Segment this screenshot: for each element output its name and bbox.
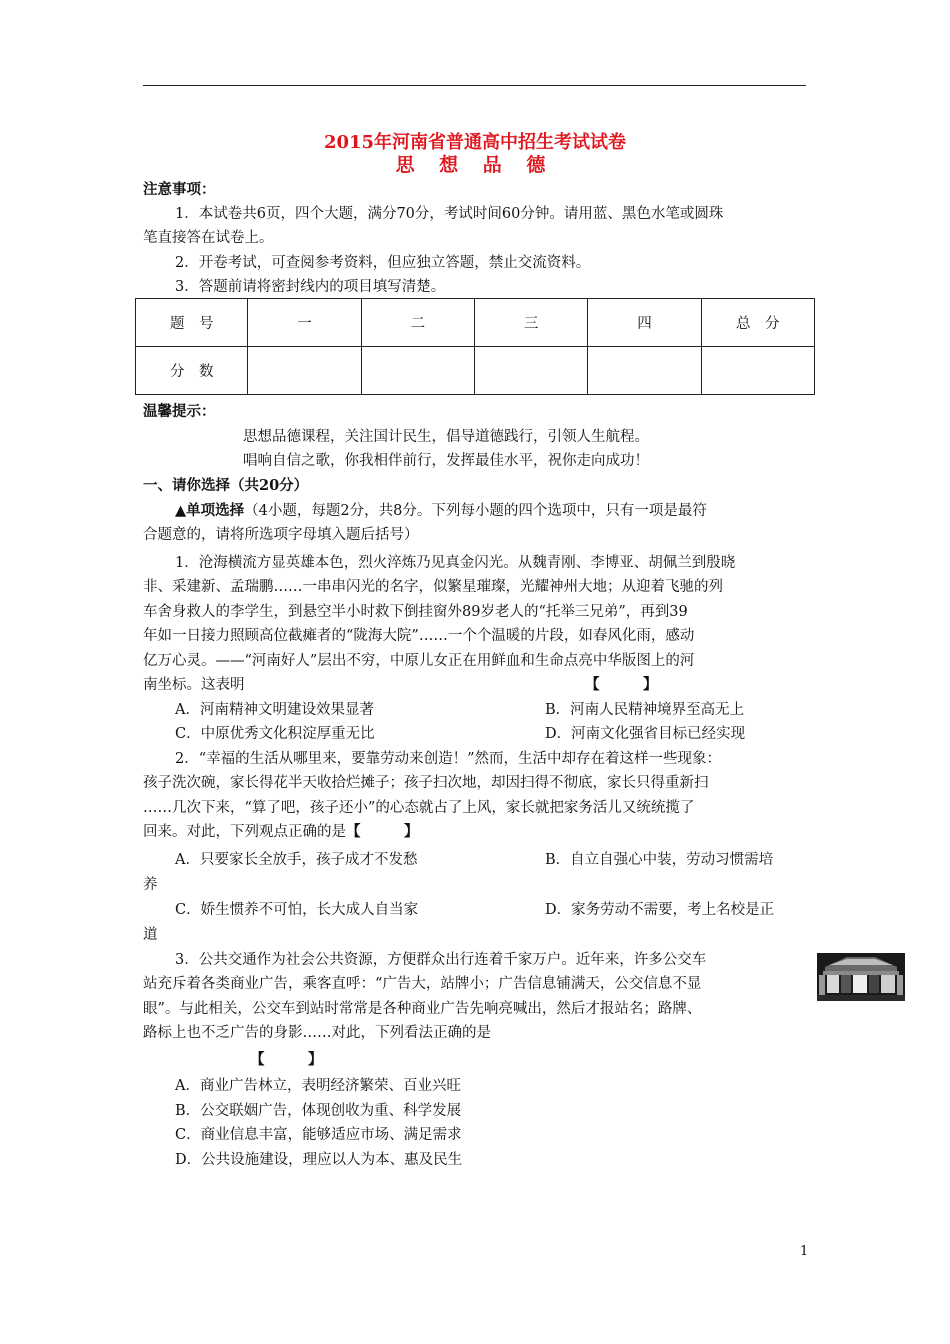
header-cell-total: 总 分 (701, 299, 814, 347)
q1-option-a[interactable]: A．河南精神文明建设效果显著 (175, 702, 374, 718)
notice-heading: 注意事项： (143, 181, 216, 198)
section1-heading: 一、请你选择（共20分） (143, 477, 309, 494)
exam-title: 2015年河南省普通高中招生考试试卷 (323, 132, 627, 153)
bus-stop-ad-photo (817, 953, 905, 1001)
q2-answer-bracket[interactable]: 【 】 (346, 823, 419, 840)
score-cell-3[interactable] (475, 347, 588, 395)
notice-item-1-cont: 笔直接答在试卷上。 (143, 230, 274, 246)
header-rule (143, 85, 806, 86)
bus-stop-photo-graphic (817, 953, 905, 1001)
q3-option-b[interactable]: B．公交联姻广告，体现创收为重、科学发展 (175, 1103, 462, 1119)
q2-last-line: 回来。对此，下列观点正确的是 (143, 824, 346, 840)
notice-item-3: 3．答题前请将密封线内的项目填写清楚。 (175, 279, 446, 295)
header-cell-number: 题 号 (136, 299, 248, 347)
score-cell-2[interactable] (361, 347, 474, 395)
q3-option-c[interactable]: C．商业信息丰富，能够适应市场、满足需求 (175, 1127, 462, 1143)
q1-line-1: 1．沧海横流方显英雄本色，烈火淬炼乃见真金闪光。从魏青刚、李博亚、胡佩兰到殷晓 (175, 555, 736, 571)
q1-line-6: 南坐标。这表明 (143, 677, 245, 693)
q2-option-d-cont: 道 (143, 927, 158, 943)
single-choice-instructions (175, 502, 707, 520)
single-choice-desc: （4小题，每题2分，共8分。下列每小题的四个选项中，只有一项是最符 (244, 503, 707, 519)
q1-line-4: 年如一日接力照顾高位截瘫者的“陇海大院”……一个个温暖的片段，如春风化雨，感动 (143, 628, 695, 644)
score-row-label: 分 数 (136, 347, 248, 395)
header-cell-4: 四 (588, 299, 701, 347)
q1-answer-bracket[interactable]: 【 】 (585, 676, 658, 693)
notice-item-2: 2．开卷考试，可查阅参考资料，但应独立答题，禁止交流资料。 (175, 255, 591, 271)
header-cell-1: 一 (248, 299, 361, 347)
score-cell-4[interactable] (588, 347, 701, 395)
page-number: 1 (800, 1244, 809, 1259)
exam-subject: 思 想 品 德 (395, 154, 555, 176)
q2-option-a[interactable]: A．只要家长全放手，孩子成才不发愁 (175, 852, 418, 868)
q2-line-4 (143, 823, 419, 841)
q2-line-2: 孩子洗次碗，家长得花半天收拾烂摊子；孩子扫次地，却因扫得不彻底，家长只得重新扫 (143, 775, 709, 791)
q2-line-1: 2．“幸福的生活从哪里来，要靠劳动来创造！”然而，生活中却存在着这样一些现象： (175, 751, 722, 767)
q3-line-2: 站充斥着各类商业广告，乘客直呼：“广告大，站牌小；广告信息铺满天，公交信息不显 (143, 976, 702, 992)
score-table-header-row (136, 299, 815, 347)
q3-option-a[interactable]: A．商业广告林立，表明经济繁荣、百业兴旺 (175, 1078, 461, 1094)
tips-line-2: 唱响自信之歌，你我相伴前行，发挥最佳水平，祝你走向成功！ (243, 453, 649, 469)
header-cell-3: 三 (475, 299, 588, 347)
q3-line-4: 路标上也不乏广告的身影……对此，下列看法正确的是 (143, 1025, 491, 1041)
single-choice-label: ▲单项选择 (175, 502, 245, 519)
q2-option-b[interactable]: B．自立自强心中装，劳动习惯需培 (545, 852, 774, 868)
q2-option-c[interactable]: C．娇生惯养不可怕，长大成人自当家 (175, 902, 419, 918)
q2-option-b-cont: 养 (143, 877, 158, 893)
q1-line-5: 亿万心灵。——“河南好人”层出不穷，中原儿女正在用鲜血和生命点亮中华版图上的河 (143, 653, 695, 669)
score-table-score-row (136, 347, 815, 395)
tips-heading: 温馨提示： (143, 403, 216, 420)
score-table (135, 298, 815, 395)
header-cell-2: 二 (361, 299, 474, 347)
single-choice-desc-cont: 合题意的，请将所选项字母填入题后括号） (143, 527, 419, 543)
score-cell-total[interactable] (701, 347, 814, 395)
q1-option-d[interactable]: D．河南文化强省目标已经实现 (545, 726, 746, 742)
score-cell-1[interactable] (248, 347, 361, 395)
q3-line-1: 3．公共交通作为社会公共资源，方便群众出行连着千家万户。近年来，许多公交车 (175, 952, 707, 968)
q1-line-3: 车舍身救人的李学生，到悬空半小时救下倒挂窗外89岁老人的“托举三兄弟”，再到39 (143, 604, 688, 620)
q1-option-b[interactable]: B．河南人民精神境界至高无上 (545, 702, 745, 718)
tips-line-1: 思想品德课程，关注国计民生，倡导道德践行，引领人生航程。 (243, 429, 649, 445)
q1-option-c[interactable]: C．中原优秀文化积淀厚重无比 (175, 726, 375, 742)
q3-line-3: 眼”。与此相关，公交车到站时常常是各种商业广告先响亮喊出，然后才报站名；路牌、 (143, 1001, 702, 1017)
q1-line-2: 非、采建新、孟瑞鹏……一串串闪光的名字，似繁星璀璨，光耀神州大地；从迎着飞驰的列 (143, 579, 723, 595)
q2-line-3: ……几次下来，“算了吧，孩子还小”的心态就占了上风，家长就把家务活儿又统统揽了 (143, 800, 695, 816)
q3-answer-bracket[interactable]: 【 】 (250, 1051, 323, 1068)
q2-option-d[interactable]: D．家务劳动不需要，考上名校是正 (545, 902, 775, 918)
q3-option-d[interactable]: D．公共设施建设，理应以人为本、惠及民生 (175, 1152, 463, 1168)
notice-item-1: 1．本试卷共6页，四个大题，满分70分，考试时间60分钟。请用蓝、黑色水笔或圆珠 (175, 206, 724, 222)
